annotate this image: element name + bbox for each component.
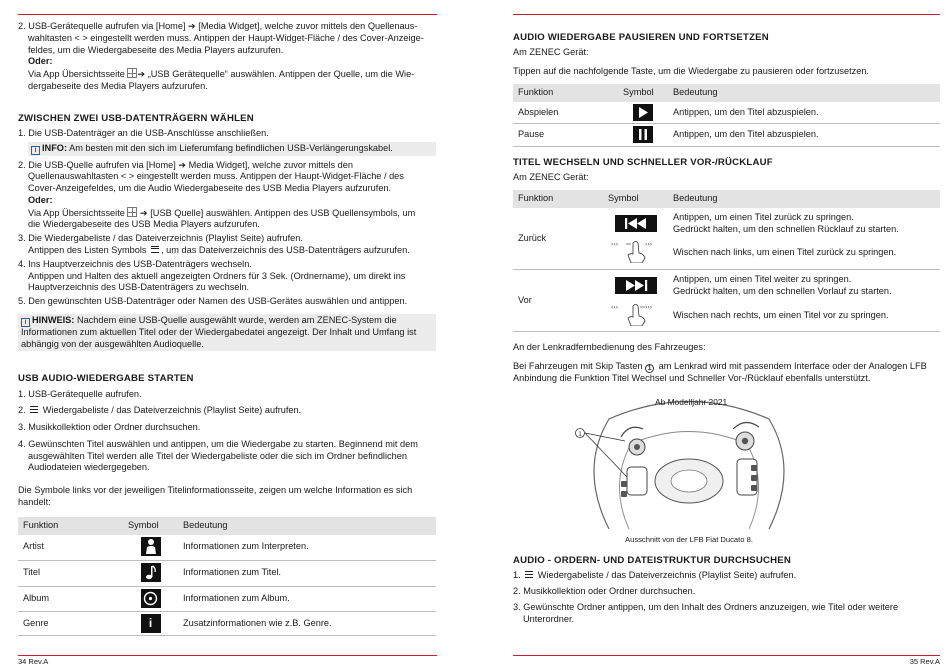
- row-symbol: [123, 560, 178, 586]
- zurueck-tap: Antippen, um einen Titel zurück zu springen.: [673, 211, 854, 222]
- col-funktion: Funktion: [18, 517, 123, 535]
- vor-hold: Gedrückt halten, um den schnellen Vorlauf zu starten.: [673, 285, 892, 296]
- col-bedeutung: Bedeutung: [178, 517, 436, 535]
- via-line2: die Wiedergabeseite des USB Media Players aufzurufen.: [28, 219, 260, 230]
- usb-start-step-2: [18, 405, 436, 417]
- steering-para-a: Bei Fahrzeugen mit Skip Tasten: [513, 361, 643, 372]
- skip-forward-icon: [615, 277, 657, 294]
- hint-box: [18, 314, 436, 352]
- list-menu-icon: [525, 571, 533, 578]
- step-4c: Hauptverzeichnis des USB-Datenträgers zu wechseln.: [28, 282, 250, 293]
- zurueck-hold: Gedrückt halten, um den schnellen Rücklauf zu starten.: [673, 223, 899, 234]
- top-rule: [18, 14, 437, 15]
- step-num: 2.: [18, 405, 26, 416]
- row-funktion: Titel: [18, 560, 123, 586]
- left-content: [18, 20, 436, 636]
- row-symbol: [123, 612, 178, 636]
- row-symbol: [603, 237, 668, 269]
- step-num: 1.: [513, 570, 521, 581]
- row-symbol: [618, 124, 668, 147]
- info-text: Am besten mit den sich im Lieferumfang befindlichen USB-Verlängerungskabel.: [69, 142, 393, 153]
- para-line2: handelt:: [18, 496, 51, 507]
- usb-start-step-1: 1. USB-Gerätequelle aufrufen.: [18, 388, 142, 399]
- callout-1-icon: 1: [645, 364, 654, 373]
- table-row: [18, 535, 436, 561]
- info-box: [28, 142, 436, 156]
- row-symbol: [603, 270, 668, 300]
- via-text: Via App Übersichtsseite: [28, 69, 125, 80]
- figure-label: Ab Modelljahr 2021: [655, 397, 728, 408]
- device-label: Am ZENEC Gerät:: [513, 172, 589, 183]
- col-symbol: Symbol: [123, 517, 178, 535]
- section-heading-usb-switch: ZWISCHEN ZWEI USB-DATENTRÄGERN WÄHLEN: [18, 112, 254, 124]
- row-funktion: Pause: [513, 124, 618, 147]
- hint-label: HINWEIS:: [32, 314, 75, 325]
- section-heading-browse: AUDIO - ORDERN- UND DATEISTRUKTUR DURCHSUCHEN: [513, 555, 791, 567]
- svg-text:›››: ›››: [644, 241, 652, 249]
- disc-icon: [141, 589, 161, 608]
- artist-icon: [141, 537, 161, 556]
- table-row: [18, 612, 436, 636]
- usb-switch-step-5: 5. Den gewünschten USB-Datenträger oder Namen des USB-Gerätes auswählen und antippen.: [18, 296, 408, 307]
- browse-step-1: [513, 570, 940, 582]
- row-funktion-vor: Vor: [513, 270, 603, 332]
- table-row: [18, 586, 436, 612]
- row-funktion-zurueck: Zurück: [513, 208, 603, 270]
- skip-back-icon: [615, 215, 657, 232]
- table-row: [513, 124, 940, 147]
- step-3b: Unterordner.: [523, 613, 575, 624]
- row-bedeutung: Informationen zum Album.: [178, 586, 436, 612]
- page-number: 35 Rev.A: [909, 657, 940, 667]
- list-menu-icon: [30, 406, 38, 413]
- right-page: [475, 0, 950, 670]
- step-1-text: Wiedergabeliste / das Dateiverzeichnis (Playlist Seite) aufrufen.: [537, 570, 797, 581]
- info-symbols-table: [18, 517, 436, 637]
- step-4a: 4. Ins Hauptverzeichnis des USB-Datenträgers wechseln.: [18, 258, 252, 269]
- step-3b-post: , um das Dateiverzeichnis des USB-Datenträgers aufzurufen.: [161, 244, 410, 255]
- row-symbol: [603, 300, 668, 332]
- right-content: [513, 32, 940, 627]
- step-2b: Quellenauswahltasten < > eingestellt werden muss. Antippen der Haupt-Widget-Fläche / des: [28, 171, 404, 182]
- usb-switch-step-3: [18, 233, 436, 257]
- col-funktion: Funktion: [513, 190, 603, 208]
- row-bedeutung: Wischen nach links, um einen Titel zurück zu springen.: [668, 237, 940, 269]
- hint-line2: Informationen zum aktuellen Titel oder der Wiedergabedatei angezeigt. Der Inhalt und Umfang ist: [21, 326, 417, 337]
- row-bedeutung: Wischen nach rechts, um einen Titel vor zu springen.: [668, 300, 940, 332]
- step-2-line2: wahltasten < > eingestellt werden muss. Antippen der Haupt-Widget-Fläche / des Cover-Anzeige-: [28, 32, 424, 43]
- steering-para: [513, 361, 940, 385]
- row-symbol: [123, 535, 178, 561]
- step-2a: 2. Die USB-Quelle aufrufen via [Home] ➔ Media Widget], welche zuvor mittels den: [18, 159, 354, 170]
- steering-wheel-drawing: [569, 389, 809, 529]
- via-rest: ➔ „USB Gerätequelle“ auswählen. Antippen der Quelle, um die Wie-: [137, 69, 415, 80]
- row-funktion: Abspielen: [513, 102, 618, 124]
- step-2-text: 2. USB-Gerätequelle aufrufen via [Home] ➔ [Media Widget], welche zuvor mittels den Quellenaus-: [18, 21, 418, 31]
- via-line2: dergabeseite des Media Players aufzurufen.: [28, 80, 208, 91]
- via-line: [18, 69, 414, 79]
- row-symbol: [618, 102, 668, 124]
- hint-text: Nachdem eine USB-Quelle ausgewählt wurde, werden am ZENEC-System die: [76, 314, 397, 325]
- col-bedeutung: Bedeutung: [668, 84, 940, 102]
- row-symbol: [603, 208, 668, 238]
- swipe-left-icon: [609, 239, 663, 263]
- oder-label: Oder:: [28, 194, 53, 205]
- hint-line3: abhängig von der ausgewählten Audioquelle.: [21, 338, 204, 349]
- symbols-para: [18, 485, 436, 509]
- col-symbol: Symbol: [618, 84, 668, 102]
- usb-start-step-3: 3. Musikkollektion oder Ordner durchsuchen.: [18, 422, 201, 433]
- usb-switch-step-2: [18, 160, 436, 232]
- vor-tap: Antippen, um einen Titel weiter zu springen.: [673, 274, 852, 285]
- step-2-text: Wiedergabeliste / das Dateiverzeichnis (Playlist Seite) aufrufen.: [42, 405, 302, 416]
- col-funktion: Funktion: [513, 84, 618, 102]
- row-bedeutung: [668, 208, 940, 238]
- usb-switch-step-4: [18, 259, 436, 294]
- table-row: [513, 102, 940, 124]
- steering-para-c: Anbindung die Funktion Titel Wechsel und Schneller Vor-/Rücklauf ebenfalls unterstützt.: [513, 373, 871, 384]
- steering-wheel-figure: [569, 389, 809, 547]
- step-3b-pre: Antippen des Listen Symbols: [28, 244, 147, 255]
- row-bedeutung: Informationen zum Titel.: [178, 560, 436, 586]
- pause-table: [513, 84, 940, 147]
- svg-text:1: 1: [578, 431, 582, 439]
- table-row: [513, 208, 940, 238]
- pause-para: Tippen auf die nachfolgende Taste, um die Wiedergabe zu pausieren oder fortzusetzen.: [513, 66, 869, 77]
- svg-text:‹‹‹: ‹‹‹: [610, 241, 618, 249]
- svg-text:›››: ›››: [644, 303, 652, 311]
- step-2c: Cover-Anzeigefeldes, um die Audio Wiedergabeseite des USB Media Players aufzurufen.: [28, 183, 392, 194]
- top-rule: [513, 14, 940, 15]
- pause-icon: [633, 126, 653, 143]
- page-number: 34 Rev.A: [18, 657, 49, 667]
- steering-label: An der Lenkradfernbedienung des Fahrzeuges:: [513, 342, 706, 353]
- row-symbol: [123, 586, 178, 612]
- section-heading-pause: AUDIO WIEDERGABE PAUSIEREN UND FORTSETZEN: [513, 32, 769, 43]
- info-i-icon: i: [141, 614, 161, 633]
- browse-step-2: 2. Musikkollektion oder Ordner durchsuchen.: [513, 586, 696, 597]
- bottom-rule: [18, 655, 437, 656]
- col-symbol: Symbol: [603, 190, 668, 208]
- music-note-icon: [141, 563, 161, 582]
- row-bedeutung: Antippen, um den Titel abzuspielen.: [668, 124, 940, 147]
- step-4c: Audiodateien wiedergegeben.: [28, 462, 150, 473]
- usb-start-step-4: [18, 439, 436, 474]
- step-4b: ausgewählten Titel werden alle Titel der Wiedergabeliste oder die sich im Ordner befindlichen: [28, 450, 407, 461]
- browse-step-3: [513, 602, 940, 626]
- figure-caption: Ausschnitt von der LFB Fiat Ducato 8.: [625, 534, 753, 544]
- para-line1: Die Symbole links vor der jeweiligen Titelinformationsseite, zeigen um welche Information es sich: [18, 485, 413, 496]
- steering-para-b: am Lenkrad wird mit passendem Interface oder der Analogen LFB: [658, 361, 927, 372]
- table-row: [513, 270, 940, 300]
- col-bedeutung: Bedeutung: [668, 190, 940, 208]
- info-icon: i: [31, 146, 40, 155]
- via-text: Via App Übersichtsseite: [28, 207, 125, 218]
- section-heading-usb-start: USB AUDIO-WIEDERGABE STARTEN: [18, 373, 194, 385]
- info-label: INFO:: [42, 142, 68, 153]
- app-grid-icon: [127, 68, 137, 78]
- row-bedeutung: Zusatzinformationen wie z.B. Genre.: [178, 612, 436, 636]
- bottom-rule: [513, 655, 940, 656]
- row-bedeutung: [668, 270, 940, 300]
- step-2-line3: feldes, um die Wiedergabeseite des Media Players aufzurufen.: [28, 44, 284, 55]
- play-icon: [633, 104, 653, 121]
- row-funktion: Artist: [18, 535, 123, 561]
- svg-text:‹‹‹: ‹‹‹: [610, 303, 618, 311]
- table-row: [18, 560, 436, 586]
- row-bedeutung: Antippen, um den Titel abzuspielen.: [668, 102, 940, 124]
- row-funktion: Genre: [18, 612, 123, 636]
- row-funktion: Album: [18, 586, 123, 612]
- oder-label: Oder:: [28, 56, 53, 67]
- skip-table: [513, 190, 940, 332]
- info-icon: i: [21, 318, 30, 327]
- row-bedeutung: Informationen zum Interpreten.: [178, 535, 436, 561]
- step-3a: 3. Die Wiedergabeliste / das Dateiverzeichnis (Playlist Seite) aufrufen.: [18, 233, 303, 244]
- list-menu-icon: [151, 246, 159, 253]
- step-3a: 3. Gewünschte Ordner antippen, um den Inhalt des Ordners anzuzeigen, wie Titel oder weitere: [513, 601, 899, 612]
- swipe-right-icon: [609, 302, 663, 326]
- step-text: [18, 21, 436, 93]
- step-4b: Antippen und Halten des aktuell angezeigten Ordners für 3 Sek. (Ordnername), um direkt ins: [28, 270, 406, 281]
- app-grid-icon: [127, 207, 137, 217]
- step-4a: 4. Gewünschten Titel auswählen und antippen, um die Wiedergabe zu starten. Beginnend mit dem: [18, 438, 418, 449]
- device-label: Am ZENEC Gerät:: [513, 47, 589, 58]
- via-rest: ➔ [USB Quelle] auswählen. Antippen des USB Quellensymbols, um: [140, 207, 416, 218]
- via-line: [18, 208, 415, 218]
- section-heading-skip: TITEL WECHSELN UND SCHNELLER VOR-/RÜCKLAUF: [513, 157, 773, 169]
- usb-switch-step-1: 1. Die USB-Datenträger an die USB-Anschlüsse anschließen.: [18, 127, 269, 138]
